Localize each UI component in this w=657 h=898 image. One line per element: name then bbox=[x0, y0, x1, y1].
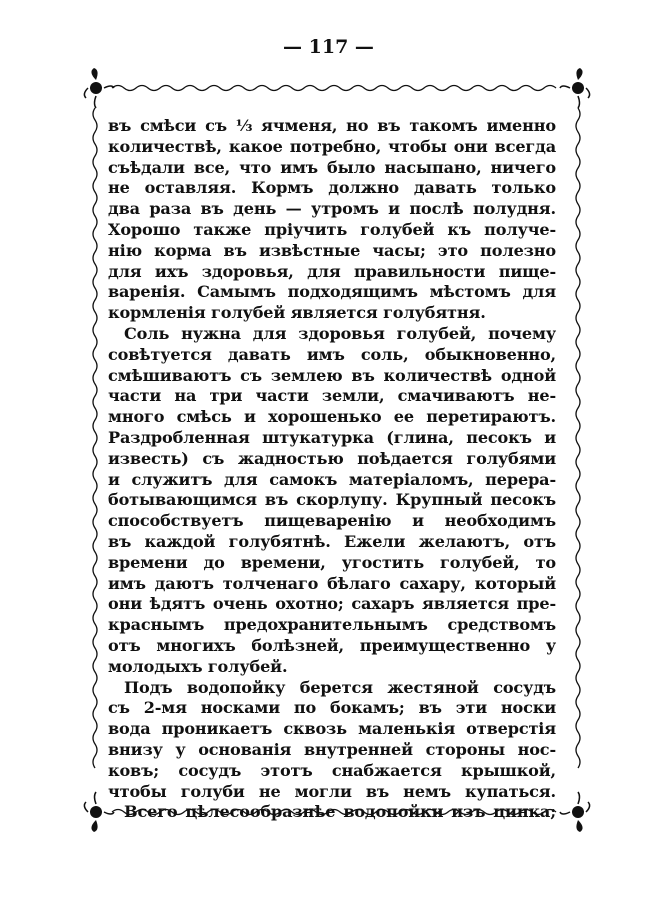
text-line: варенія. Самымъ подходящимъ мѣстомъ для bbox=[108, 282, 556, 302]
text-line: способствуетъ пищеваренію и необходимъ bbox=[108, 511, 556, 531]
text-line: внизу у основанія внутренней стороны нос- bbox=[108, 739, 556, 759]
text-line: Соль нужна для здоровья голубей, почему bbox=[124, 323, 556, 343]
corner-ornament-top-right bbox=[560, 68, 590, 108]
text-line: Всего цѣлесообразнѣе водопойки изъ цинка; bbox=[124, 802, 556, 822]
corner-ornament-bottom-right bbox=[560, 792, 590, 832]
text-line: известь) съ жадностью поѣдается голубями bbox=[108, 448, 556, 468]
text-line: времени до времени, угостить голубей, то bbox=[108, 552, 556, 572]
corner-ornament-top-left bbox=[84, 68, 114, 108]
text-line: ботывающимся въ скорлупу. Крупный песокъ bbox=[108, 490, 556, 510]
body-text bbox=[108, 116, 556, 823]
text-line: съ 2-мя носками по бокамъ; въ эти носки bbox=[108, 698, 556, 718]
text-line: чтобы голуби не могли въ немъ купаться. bbox=[108, 781, 556, 801]
text-line: смѣшиваютъ съ землею въ количествѣ одной bbox=[108, 365, 556, 385]
text-line: въ каждой голубятнѣ. Ежели желаютъ, отъ bbox=[108, 531, 556, 551]
text-line: части на три части земли, смачиваютъ не- bbox=[108, 386, 556, 406]
text-line: отъ многихъ болѣзней, преимущественно у bbox=[108, 635, 556, 655]
text-line: имъ даютъ толченаго бѣлаго сахару, который bbox=[108, 573, 556, 593]
right-border-line bbox=[576, 108, 580, 768]
left-border-line bbox=[93, 108, 97, 768]
text-line: не оставляя. Кормъ должно давать только bbox=[108, 178, 556, 198]
text-line: много смѣсь и хорошенько ее перетираютъ. bbox=[108, 407, 556, 427]
text-line: они ѣдятъ очень охотно; сахаръ является пре- bbox=[108, 594, 556, 614]
text-line: Хорошо также пріучить голубей къ получе- bbox=[108, 219, 556, 239]
text-line: для ихъ здоровья, для правильности пище- bbox=[108, 261, 556, 281]
top-border-line bbox=[112, 86, 556, 91]
text-line: количествѣ, какое потребно, чтобы они всегда bbox=[108, 136, 556, 156]
text-line: молодыхъ голубей. bbox=[108, 656, 288, 676]
text-line: съѣдали все, что имъ было насыпано, ничего bbox=[108, 157, 556, 177]
text-line: въ смѣси съ ⅓ ячменя, но въ такомъ именно bbox=[108, 116, 556, 135]
text-line: два раза въ день — утромъ и послѣ полудня. bbox=[108, 199, 556, 219]
text-line: вода проникаетъ сквозь маленькія отверстія bbox=[108, 719, 556, 739]
page-number: — 117 — bbox=[283, 36, 374, 58]
text-line: кормленія голубей является голубятня. bbox=[108, 303, 486, 323]
text-line: Подъ водопойку берется жестяной сосудъ bbox=[124, 677, 556, 697]
text-line: ковъ; сосудъ этотъ снабжается крышкой, bbox=[108, 760, 556, 780]
text-line: Раздробленная штукатурка (глина, песокъ и bbox=[108, 427, 556, 447]
text-line: и служитъ для самокъ матеріаломъ, перера- bbox=[108, 469, 556, 489]
text-line: краснымъ предохранительнымъ средствомъ bbox=[108, 615, 556, 635]
text-line: нію корма въ извѣстные часы; это полезно bbox=[108, 240, 556, 260]
text-line: совѣтуется давать имъ соль, обыкновенно, bbox=[108, 344, 556, 364]
